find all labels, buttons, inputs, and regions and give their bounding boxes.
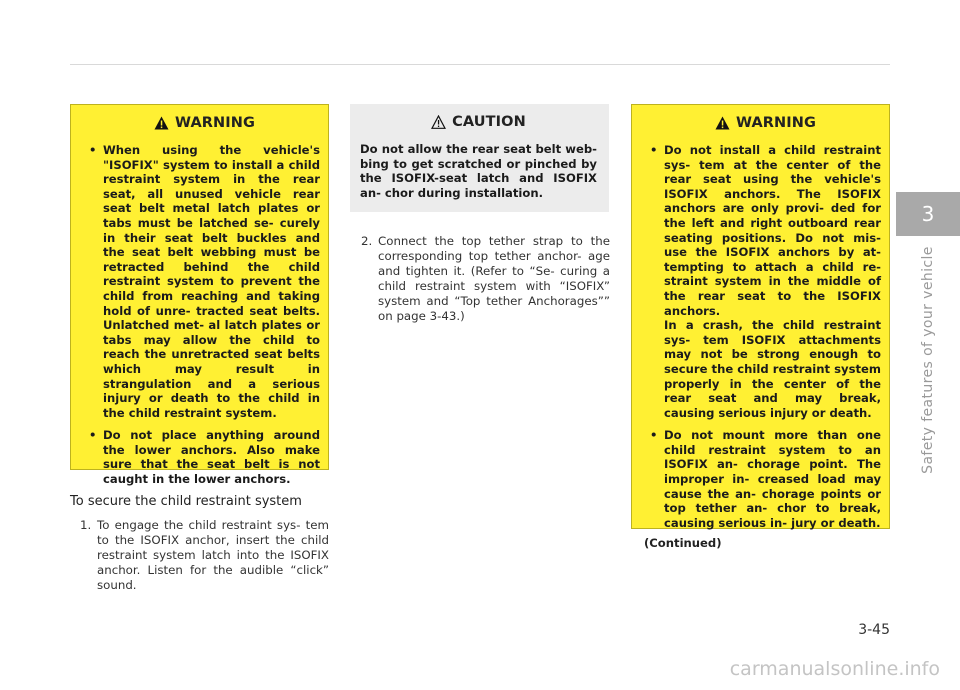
list-item: • Do not place anything around the lower anchors. Also make sure that the seat belt is not caught in the lower anchors. — [89, 428, 320, 487]
caution-triangle-icon — [431, 115, 446, 129]
warning-title — [89, 115, 320, 131]
list-item-extra: In a crash, the child restraint sys- tem ISOFIX attachments may not be strong enough to secure the child restraint system properly in the center of the rear seat and may break, causing serious injury or death. — [664, 318, 881, 420]
list-item: • When using the vehicle's "ISOFIX" system to install a child restraint system in the rear seat, all unused vehicle rear seat belt metal latch plates or tabs must be latched se- curely in their seat belt buckles and the seat belt webbing must be retracted behind the child restraint system to prevent the child from reaching and taking hold of unre- tracted seat belts. Unlatched met- al latch plates or tabs may allow the child to reach the unretracted seat belts which may result in strangulation and a serious injury or death to the child in the child restraint system. — [89, 143, 320, 420]
warning-triangle-icon — [715, 116, 730, 130]
caution-text: Do not allow the rear seat belt web- bing to get scratched or pinched by the ISOFIX-seat latch and ISOFIX an- chor during installation. — [360, 142, 597, 200]
warning-box-left — [70, 104, 329, 487]
caution-box — [350, 104, 609, 212]
top-rule — [70, 64, 890, 65]
step-2: 2. Connect the top tether strap to the corresponding top tether anchor- age and tighten it. (Refer to “Se- curing a child restraint system with “ISOFIX” system and “Top tether Anchorages”” on page 3-43.) — [361, 234, 610, 323]
caution-title — [360, 114, 597, 130]
page-number: 3-45 — [858, 622, 890, 638]
warning-title-text: WARNING — [736, 115, 816, 131]
section-heading: To secure the child restraint system — [70, 494, 302, 509]
chapter-tab: 3 — [896, 192, 960, 236]
list-item: • Do not mount more than one child restraint system to an ISOFIX an- chorage point. The improper in- creased load may cause the an- chorage points or top tether an- chor to break, causing serious in- jury or death. — [650, 428, 881, 530]
chapter-title: Safety features of your vehicle — [920, 246, 936, 474]
warning-list — [650, 143, 881, 530]
step-1: 1. To engage the child restraint sys- tem to the ISOFIX anchor, insert the child restraint system latch into the ISOFIX anchor. Listen for the audible “click” sound. — [80, 518, 329, 592]
warning-box-right — [631, 104, 890, 551]
warning-title — [650, 115, 881, 131]
warning-title-text: WARNING — [175, 115, 255, 131]
caution-title-text: CAUTION — [452, 114, 526, 130]
watermark: carmanualsonline.info — [729, 658, 940, 680]
list-item: • Do not install a child restraint sys- tem at the center of the rear seat using the vehicle's ISOFIX anchors. The ISOFIX anchors are only provi- ded for the left and right outboard rear seating positions. Do not mis- use the ISOFIX anchors by at- tempting to attach a child re- straint system in the middle of the rear seat to the ISOFIX anchors. In a crash, the child restraint sys- tem ISOFIX attachments may not be strong enough to secure the child restraint system properly in the center of the rear seat and may break, causing serious injury or death. — [650, 143, 881, 420]
warning-list — [89, 143, 320, 487]
continued-label: (Continued) — [644, 536, 722, 551]
warning-triangle-icon — [154, 116, 169, 130]
